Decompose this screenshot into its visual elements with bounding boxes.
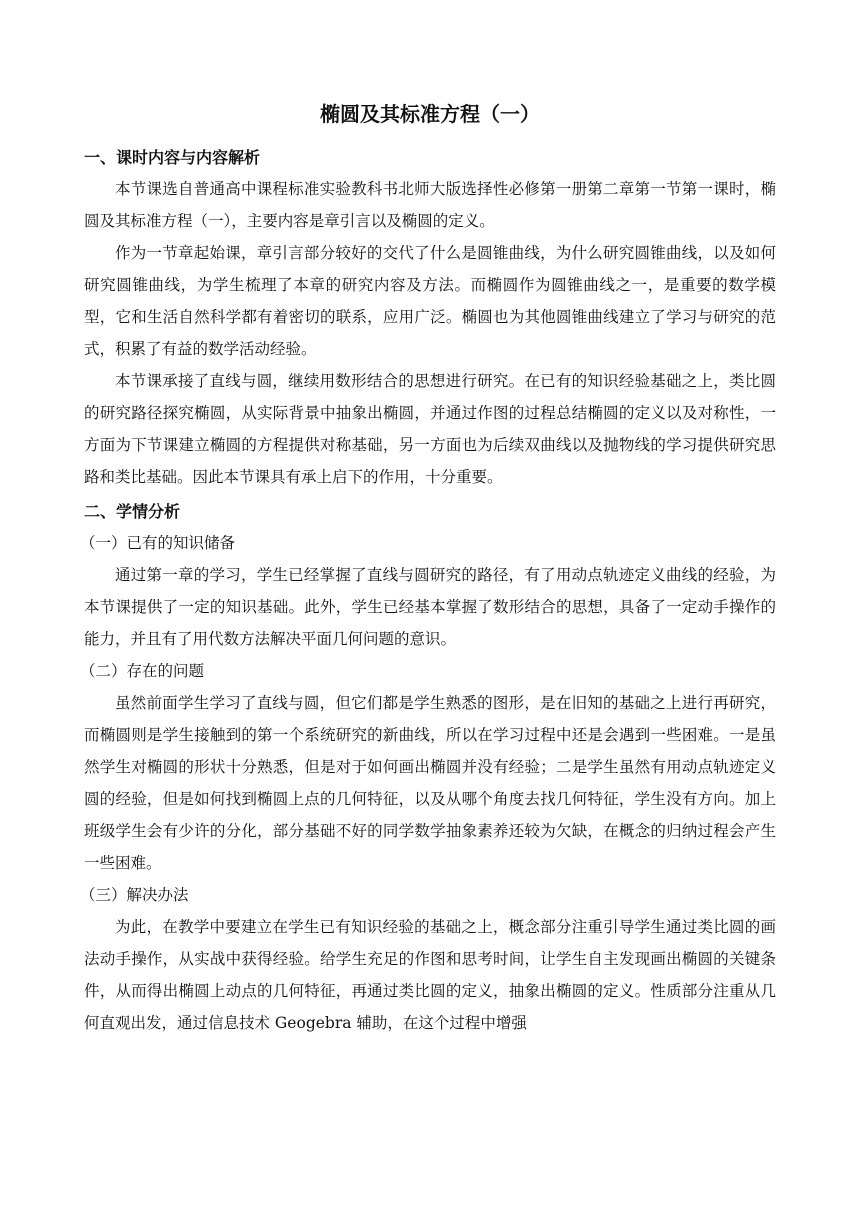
subsection-heading: （一）已有的知识储备 (80, 534, 236, 552)
section-heading: 二、学情分析 (84, 502, 181, 521)
document-title: 椭圆及其标准方程（一） (320, 102, 540, 126)
subsection-heading: （二）存在的问题 (80, 662, 205, 680)
paragraph: 虽然前面学生学习了直线与圆，但它们都是学生熟悉的图形，是在旧知的基础之上进行再研究，而椭圆则是学生接触到的第一个系统研究的新曲线，所以在学习过程中还是会遇到一些困难。一是虽然学生对椭圆的形状十分熟悉，但是对于如何画出椭圆并没有经验；二是学生虽然有用动点轨迹定义圆的经验，但是如何找到椭圆上点的几何特征，以及从哪个角度去找几何特征，学生没有方向。加上班级学生会有少许的分化，部分基础不好的同学数学抽象素养还较为欠缺，在概念的归纳过程会产生一些困难。 (84, 694, 776, 872)
document-body (80, 143, 776, 1039)
subsection-heading: （三）解决办法 (80, 886, 189, 904)
section-content-analysis (84, 143, 776, 493)
paragraph: 通过第一章的学习，学生已经掌握了直线与圆研究的路径，有了用动点轨迹定义曲线的经验，为本节课提供了一定的知识基础。此外，学生已经基本掌握了数形结合的思想，具备了一定动手操作的能力，并且有了用代数方法解决平面几何问题的意识。 (84, 566, 776, 648)
paragraph: 为此，在教学中要建立在学生已有知识经验的基础之上，概念部分注重引导学生通过类比圆的画法动手操作，从实战中获得经验。给学生充足的作图和思考时间，让学生自主发现画出椭圆的关键条件，从而得出椭圆上动点的几何特征，再通过类比圆的定义，抽象出椭圆的定义。性质部分注重从几何直观出发，通过信息技术 Geogebra 辅助，在这个过程中增强 (84, 918, 776, 1032)
paragraph: 作为一节章起始课，章引言部分较好的交代了什么是圆锥曲线，为什么研究圆锥曲线，以及如何研究圆锥曲线，为学生梳理了本章的研究内容及方法。而椭圆作为圆锥曲线之一，是重要的数学模型，它和生活自然科学都有着密切的联系，应用广泛。椭圆也为其他圆锥曲线建立了学习与研究的范式，积累了有益的数学活动经验。 (84, 244, 776, 358)
paragraph: 本节课承接了直线与圆，继续用数形结合的思想进行研究。在已有的知识经验基础之上，类比圆的研究路径探究椭圆，从实际背景中抽象出椭圆，并通过作图的过程总结椭圆的定义以及对称性，一方面为下节课建立椭圆的方程提供对称基础，另一方面也为后续双曲线以及抛物线的学习提供研究思路和类比基础。因此本节课具有承上启下的作用，十分重要。 (84, 372, 776, 486)
section-heading: 一、课时内容与内容解析 (84, 148, 261, 167)
section-learner-analysis (80, 497, 776, 1039)
paragraph: 本节课选自普通高中课程标准实验教科书北师大版选择性必修第一册第二章第一节第一课时，椭圆及其标准方程（一），主要内容是章引言以及椭圆的定义。 (84, 180, 776, 230)
